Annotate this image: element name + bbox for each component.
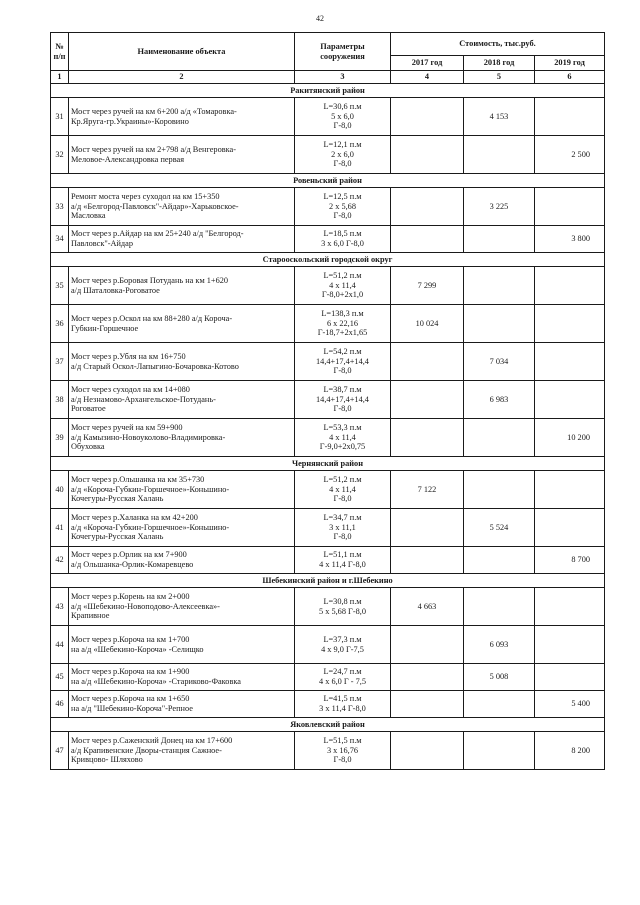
structure-params: L=138,3 п.м 6 х 22,16 Г-18,7+2х1,65 — [295, 305, 391, 343]
cost-2018: 5 008 — [464, 664, 535, 691]
cost-2018: 5 524 — [464, 509, 535, 547]
cost-2017 — [391, 343, 464, 381]
column-number: 1 — [51, 71, 69, 84]
cost-2017: 7 299 — [391, 267, 464, 305]
district-section-row — [51, 574, 605, 588]
object-name: Мост через р.Айдар на км 25+240 а/д "Белгород- Павловск"-Айдар — [69, 226, 295, 253]
row-number: 33 — [51, 188, 69, 226]
row-number: 44 — [51, 626, 69, 664]
cost-2018 — [464, 471, 535, 509]
table-row — [51, 509, 605, 547]
table-row — [51, 547, 605, 574]
header-cost: Стоимость, тыс.руб. — [391, 33, 605, 56]
row-number: 37 — [51, 343, 69, 381]
cost-2017 — [391, 732, 464, 770]
cost-2018: 7 034 — [464, 343, 535, 381]
bridge-cost-table — [50, 32, 605, 770]
table-row — [51, 136, 605, 174]
district-section-row — [51, 84, 605, 98]
structure-params: L=38,7 п.м 14,4+17,4+14,4 Г-8,0 — [295, 381, 391, 419]
cost-2017 — [391, 381, 464, 419]
table-row — [51, 226, 605, 253]
cost-2019 — [535, 471, 605, 509]
column-number: 3 — [295, 71, 391, 84]
structure-params: L=18,5 п.м 3 х 6,0 Г-8,0 — [295, 226, 391, 253]
structure-params: L=30,8 п.м 5 х 5,68 Г-8,0 — [295, 588, 391, 626]
district-title: Чернянский район — [51, 457, 605, 471]
row-number: 36 — [51, 305, 69, 343]
cost-2018 — [464, 691, 535, 718]
cost-2018 — [464, 588, 535, 626]
cost-2018 — [464, 419, 535, 457]
row-number: 38 — [51, 381, 69, 419]
structure-params: L=51,1 п.м 4 х 11,4 Г-8,0 — [295, 547, 391, 574]
cost-2019 — [535, 588, 605, 626]
table-row — [51, 419, 605, 457]
column-number: 5 — [464, 71, 535, 84]
column-number: 6 — [535, 71, 605, 84]
cost-2017 — [391, 226, 464, 253]
cost-2019 — [535, 305, 605, 343]
cost-2019: 8 200 — [535, 732, 605, 770]
district-title: Старооскольский городской округ — [51, 253, 605, 267]
table-row — [51, 188, 605, 226]
cost-2019 — [535, 381, 605, 419]
district-section-row — [51, 174, 605, 188]
cost-2018 — [464, 136, 535, 174]
cost-2018: 6 983 — [464, 381, 535, 419]
object-name: Мост через р.Халанка на км 42+200 а/д «Короча-Губкин-Горшечное»-Коньшино- Кочегуры-Русская Халань — [69, 509, 295, 547]
header-name: Наименование объекта — [69, 33, 295, 71]
header-year-2017: 2017 год — [391, 56, 464, 71]
cost-2017: 7 122 — [391, 471, 464, 509]
cost-2018: 3 225 — [464, 188, 535, 226]
structure-params: L=53,3 п.м 4 х 11,4 Г-9,0+2х0,75 — [295, 419, 391, 457]
row-number: 39 — [51, 419, 69, 457]
column-number: 2 — [69, 71, 295, 84]
header-num: № п/п — [51, 33, 69, 71]
cost-2017: 10 024 — [391, 305, 464, 343]
cost-2019 — [535, 343, 605, 381]
object-name: Мост через р.Ольшанка на км 35+730 а/д «Короча-Губкин-Горшечное»-Коньшино- Кочегуры-Русская Халань — [69, 471, 295, 509]
row-number: 47 — [51, 732, 69, 770]
cost-2018 — [464, 547, 535, 574]
table-row — [51, 343, 605, 381]
structure-params: L=12,5 п.м 2 х 5,68 Г-8,0 — [295, 188, 391, 226]
district-title: Ракитянский район — [51, 84, 605, 98]
row-number: 35 — [51, 267, 69, 305]
table-row — [51, 305, 605, 343]
cost-2017 — [391, 419, 464, 457]
table-row — [51, 588, 605, 626]
structure-params: L=51,2 п.м 4 х 11,4 Г-8,0 — [295, 471, 391, 509]
row-number: 31 — [51, 98, 69, 136]
cost-2017 — [391, 188, 464, 226]
object-name: Мост через р.Убля на км 16+750 а/д Старый Оскол-Лапыгино-Бочаровка-Котово — [69, 343, 295, 381]
district-section-row — [51, 457, 605, 471]
cost-2019: 3 800 — [535, 226, 605, 253]
cost-2017 — [391, 626, 464, 664]
header-params: Параметры сооружения — [295, 33, 391, 71]
cost-2018 — [464, 732, 535, 770]
object-name: Мост через р.Короча на км 1+700 на а/д «Шебекино-Короча» -Селищко — [69, 626, 295, 664]
table-row — [51, 626, 605, 664]
structure-params: L=51,2 п.м 4 х 11,4 Г-8,0+2х1,0 — [295, 267, 391, 305]
cost-2019: 8 700 — [535, 547, 605, 574]
table-row — [51, 691, 605, 718]
table-row — [51, 98, 605, 136]
cost-2017 — [391, 136, 464, 174]
object-name: Мост через р.Короча на км 1+650 на а/д "Шебекино-Короча"-Репное — [69, 691, 295, 718]
row-number: 32 — [51, 136, 69, 174]
table-row — [51, 664, 605, 691]
table-row — [51, 471, 605, 509]
object-name: Мост через суходол на км 14+080 а/д Незнамово-Архангельское-Потудань- Роговатое — [69, 381, 295, 419]
table-row — [51, 732, 605, 770]
row-number: 41 — [51, 509, 69, 547]
cost-2017 — [391, 98, 464, 136]
row-number: 42 — [51, 547, 69, 574]
object-name: Мост через р.Саженский Донец на км 17+600 а/д Крапивенские Дворы-станция Сажное- Кривцово- Шляхово — [69, 732, 295, 770]
structure-params: L=34,7 п.м 3 х 11,1 Г-8,0 — [295, 509, 391, 547]
object-name: Ремонт моста через суходол на км 15+350 а/д «Белгород-Павловск"-Айдар»-Харьковское- Масловка — [69, 188, 295, 226]
cost-2018: 4 153 — [464, 98, 535, 136]
page-number: 42 — [316, 14, 324, 23]
district-title: Яковлевский район — [51, 718, 605, 732]
cost-2017: 4 663 — [391, 588, 464, 626]
header-year-2019: 2019 год — [535, 56, 605, 71]
cost-2019: 5 400 — [535, 691, 605, 718]
cost-2019: 2 500 — [535, 136, 605, 174]
cost-2018 — [464, 267, 535, 305]
district-title: Шебекинский район и г.Шебекино — [51, 574, 605, 588]
structure-params: L=41,5 п.м 3 х 11,4 Г-8,0 — [295, 691, 391, 718]
cost-2018: 6 093 — [464, 626, 535, 664]
cost-2019 — [535, 267, 605, 305]
object-name: Мост через р.Оскол на км 88+280 а/д Короча- Губкин-Горшечное — [69, 305, 295, 343]
structure-params: L=30,6 п.м 5 х 6,0 Г-8,0 — [295, 98, 391, 136]
cost-2019 — [535, 188, 605, 226]
column-number: 4 — [391, 71, 464, 84]
object-name: Мост через ручей на км 59+900 а/д Камызино-Новоуколово-Владимировка- Обуховка — [69, 419, 295, 457]
cost-2017 — [391, 547, 464, 574]
object-name: Мост через р.Короча на км 1+900 на а/д «Шебекино-Короча» -Стариково-Факовка — [69, 664, 295, 691]
object-name: Мост через р.Корень на км 2+000 а/д «Шебекино-Новоподово-Алексеевка»- Крапивное — [69, 588, 295, 626]
row-number: 45 — [51, 664, 69, 691]
table-body — [51, 84, 605, 770]
district-section-row — [51, 718, 605, 732]
cost-2019 — [535, 626, 605, 664]
cost-2019: 10 200 — [535, 419, 605, 457]
structure-params: L=12,1 п.м 2 х 6,0 Г-8,0 — [295, 136, 391, 174]
structure-params: L=37,3 п.м 4 х 9,0 Г-7,5 — [295, 626, 391, 664]
object-name: Мост через ручей на км 2+798 а/д Венгеровка- Меловое-Александровка первая — [69, 136, 295, 174]
table-row — [51, 381, 605, 419]
row-number: 34 — [51, 226, 69, 253]
cost-2019 — [535, 509, 605, 547]
cost-2018 — [464, 305, 535, 343]
structure-params: L=24,7 п.м 4 х 6,0 Г - 7,5 — [295, 664, 391, 691]
row-number: 40 — [51, 471, 69, 509]
row-number: 46 — [51, 691, 69, 718]
structure-params: L=54,2 п.м 14,4+17,4+14,4 Г-8,0 — [295, 343, 391, 381]
district-title: Ровеньский район — [51, 174, 605, 188]
table-row — [51, 267, 605, 305]
district-section-row — [51, 253, 605, 267]
cost-2017 — [391, 691, 464, 718]
object-name: Мост через ручей на км 6+200 а/д «Томаровка- Кр.Яруга-гр.Украины»-Коровино — [69, 98, 295, 136]
header-year-2018: 2018 год — [464, 56, 535, 71]
cost-2017 — [391, 664, 464, 691]
cost-2018 — [464, 226, 535, 253]
object-name: Мост через р.Орлик на км 7+900 а/д Ольшанка-Орлик-Комаревцево — [69, 547, 295, 574]
cost-2019 — [535, 664, 605, 691]
cost-2017 — [391, 509, 464, 547]
structure-params: L=51,5 п.м 3 х 16,76 Г-8,0 — [295, 732, 391, 770]
cost-2019 — [535, 98, 605, 136]
row-number: 43 — [51, 588, 69, 626]
object-name: Мост через р.Боровая Потудань на км 1+620 а/д Шаталовка-Роговатое — [69, 267, 295, 305]
